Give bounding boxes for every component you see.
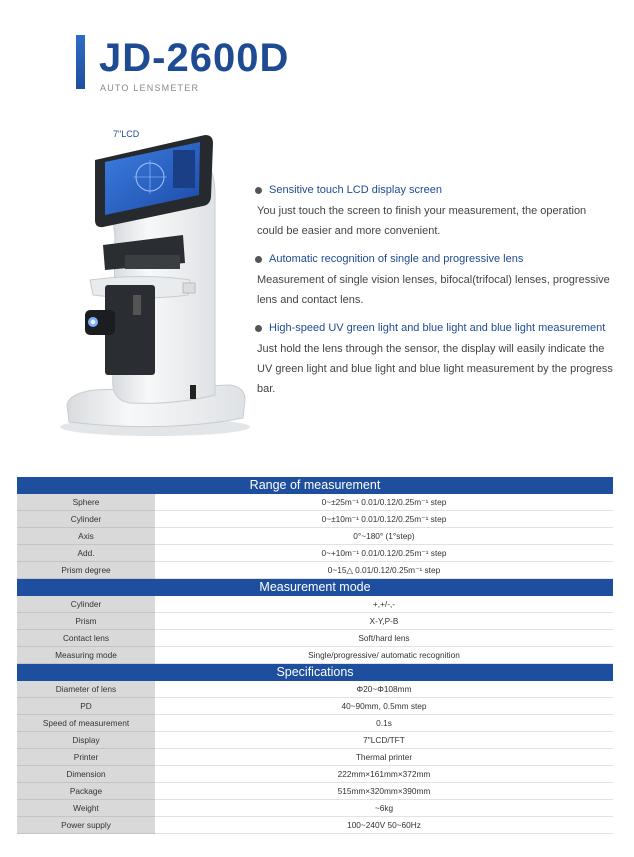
spec-key: Contact lens	[17, 630, 155, 647]
table-row	[17, 766, 613, 783]
table-row	[17, 681, 613, 698]
spec-key: Printer	[17, 749, 155, 766]
spec-table	[17, 477, 613, 834]
table-row	[17, 783, 613, 800]
bullet-icon	[255, 187, 262, 194]
spec-value: Single/progressive/ automatic recognition	[155, 647, 613, 664]
spec-key: PD	[17, 698, 155, 715]
sensor-light-core	[91, 320, 96, 325]
spec-value: 7"LCD/TFT	[155, 732, 613, 749]
spec-key: Axis	[17, 528, 155, 545]
section-header-mode: Measurement mode	[17, 579, 613, 596]
table-row	[17, 528, 613, 545]
lens-clamp	[125, 255, 180, 269]
spec-value: X-Y,P-B	[155, 613, 613, 630]
table-row	[17, 545, 613, 562]
spec-key: Prism degree	[17, 562, 155, 579]
spec-key: Speed of measurement	[17, 715, 155, 732]
table-row	[17, 715, 613, 732]
spec-value: 40~90mm, 0.5mm step	[155, 698, 613, 715]
spec-key: Add.	[17, 545, 155, 562]
spec-value: 0~15△ 0.01/0.12/0.25m⁻¹ step	[155, 562, 613, 579]
spec-value: 0~±10m⁻¹ 0.01/0.12/0.25m⁻¹ step	[155, 511, 613, 528]
spec-key: Dimension	[17, 766, 155, 783]
product-subtitle: AUTO LENSMETER	[100, 83, 200, 93]
section-header-range: Range of measurement	[17, 477, 613, 494]
spec-key: Sphere	[17, 494, 155, 511]
table-row	[17, 596, 613, 613]
spec-value: 515mm×320mm×390mm	[155, 783, 613, 800]
spec-key: Cylinder	[17, 596, 155, 613]
bullet-icon	[255, 325, 262, 332]
table-row	[17, 630, 613, 647]
spec-key: Weight	[17, 800, 155, 817]
spec-value: 100~240V 50~60Hz	[155, 817, 613, 834]
spec-key: Prism	[17, 613, 155, 630]
feature-description: Just hold the lens through the sensor, the display will easily indicate the UV green light and blue light and blue light measurement by the progress bar.	[257, 343, 613, 395]
spec-value: 0~+10m⁻¹ 0.01/0.12/0.25m⁻¹ step	[155, 545, 613, 562]
feature-description: You just touch the screen to finish your measurement, the operation could be easier and more convenient.	[257, 205, 587, 237]
spec-value: 0.1s	[155, 715, 613, 732]
table-row	[17, 494, 613, 511]
spec-value: ~6kg	[155, 800, 613, 817]
spec-key: Display	[17, 732, 155, 749]
table-row	[17, 817, 613, 834]
product-title: JD-2600D	[99, 36, 290, 80]
feature-title: Automatic recognition of single and progressive lens	[269, 253, 524, 265]
spec-value: Thermal printer	[155, 749, 613, 766]
spec-key: Cylinder	[17, 511, 155, 528]
spec-value: 0°~180° (1°step)	[155, 528, 613, 545]
table-row	[17, 800, 613, 817]
bullet-icon	[255, 256, 262, 263]
spec-value: Φ20~Φ108mm	[155, 681, 613, 698]
spec-key: Power supply	[17, 817, 155, 834]
feature-title: Sensitive touch LCD display screen	[269, 184, 443, 196]
feature-list	[255, 184, 615, 411]
spec-key: Measuring mode	[17, 647, 155, 664]
spec-value: 0~±25m⁻¹ 0.01/0.12/0.25m⁻¹ step	[155, 494, 613, 511]
table-row	[17, 749, 613, 766]
table-row	[17, 511, 613, 528]
title-accent-bar	[76, 35, 85, 89]
feature-item	[255, 253, 615, 310]
table-row	[17, 698, 613, 715]
feature-description: Measurement of single vision lenses, bifocal(trifocal) lenses, progressive lens and contact lens.	[257, 274, 610, 306]
table-row	[17, 732, 613, 749]
spec-value: Soft/hard lens	[155, 630, 613, 647]
spec-value: 222mm×161mm×372mm	[155, 766, 613, 783]
feature-item	[255, 322, 615, 399]
table-row	[17, 613, 613, 630]
section-header-specifications: Specifications	[17, 664, 613, 681]
table-row	[17, 647, 613, 664]
screen-panel	[173, 150, 195, 188]
spec-key: Package	[17, 783, 155, 800]
table-post	[133, 295, 141, 315]
spec-value: +,+/-,-	[155, 596, 613, 613]
lensmeter-device-image	[55, 135, 250, 440]
table-row	[17, 562, 613, 579]
lens-table-knob	[183, 283, 195, 293]
side-button	[190, 385, 196, 399]
lcd-label: 7"LCD	[113, 129, 140, 139]
spec-key: Diameter of lens	[17, 681, 155, 698]
feature-title: High-speed UV green light and blue light and blue light measurement	[269, 322, 606, 334]
feature-item	[255, 184, 615, 241]
